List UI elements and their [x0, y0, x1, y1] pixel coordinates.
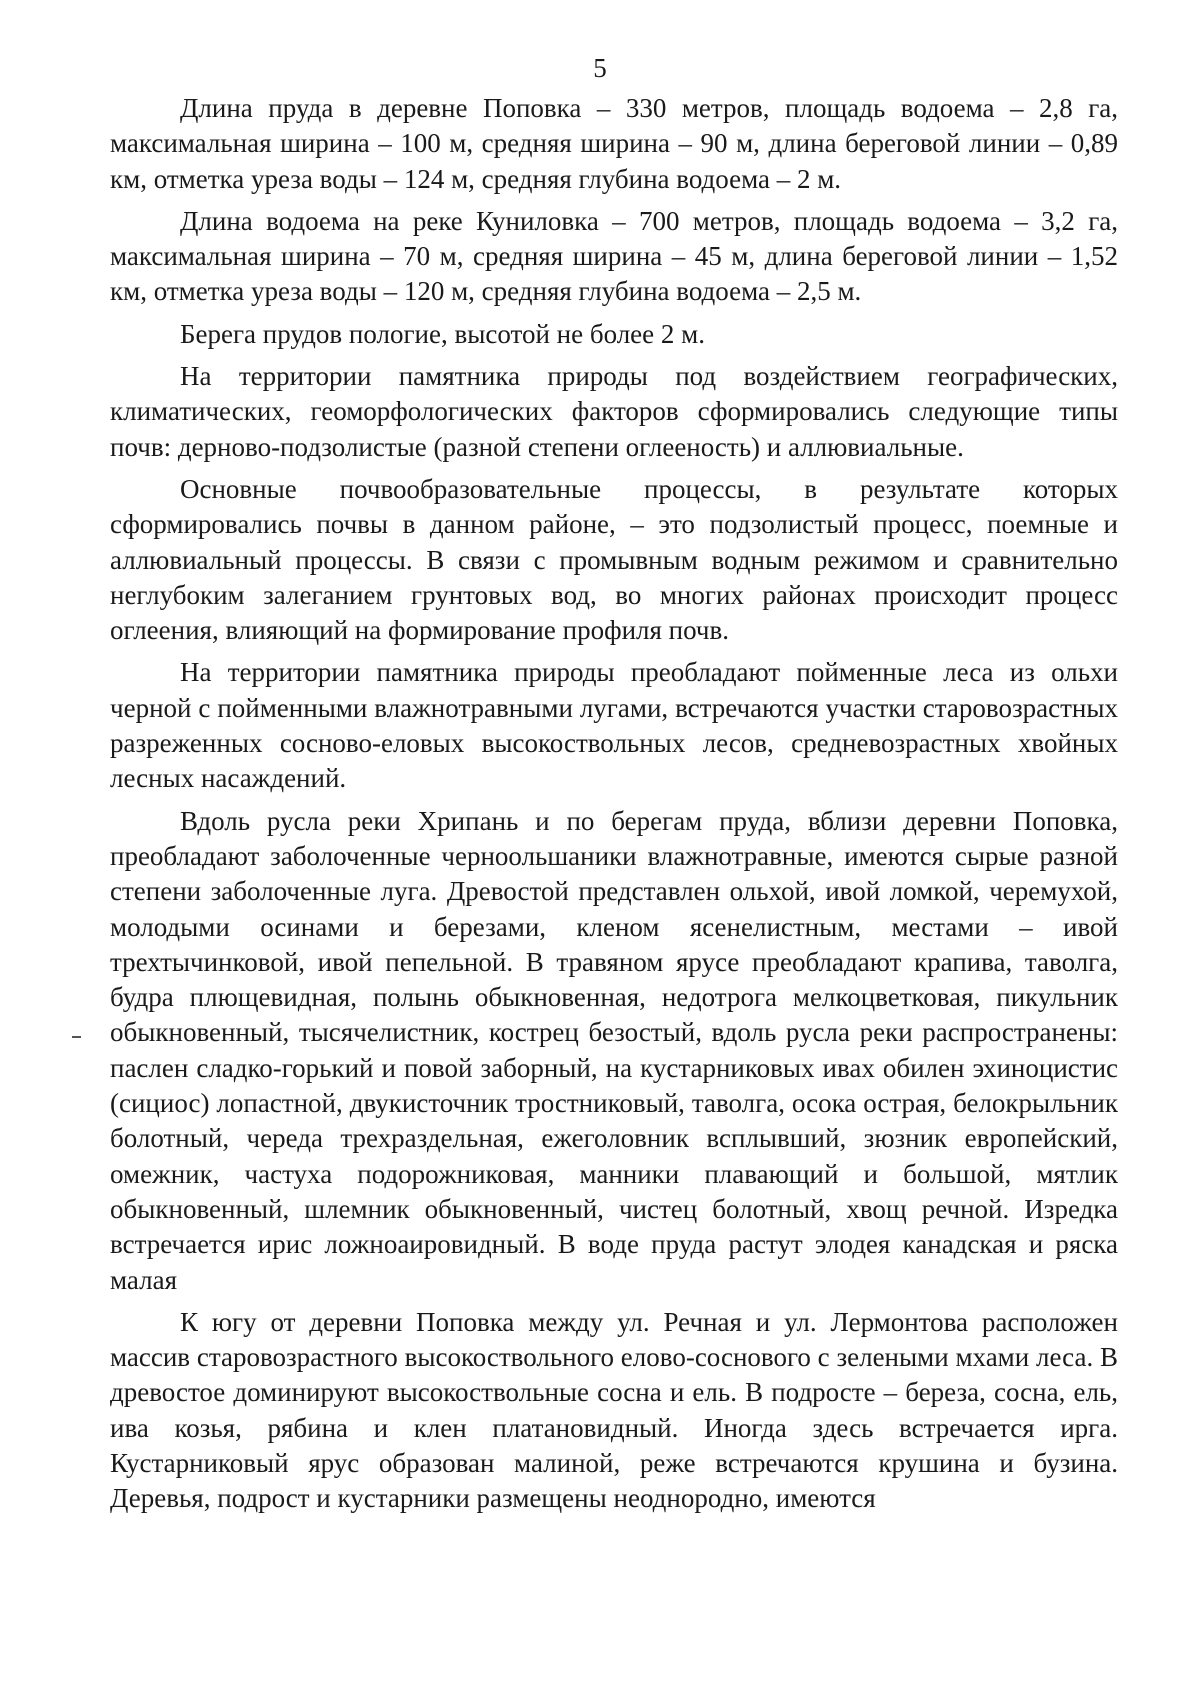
paragraph-soil-processes: Основные почвообразовательные процессы, в результате которых сформировались почвы в данном районе, – это подзолистый процесс, поемные и аллювиальный процессы. В связи с промывным водным режимом и сравнительно неглубоким залеганием грунтовых вод, во многих районах происходит процесс оглеения, влияющий на формирование профиля почв. [110, 473, 1118, 646]
scan-margin-mark [72, 1036, 81, 1038]
paragraph-forest-types: На территории памятника природы преобладают пойменные леса из ольхи черной с пойменными влажнотравными лугами, встречаются участки старовозрастных разреженных сосново-еловых высокоствольных лесов, средневозрастных хвойных лесных насаждений. [110, 657, 1118, 794]
paragraph-khripan-vegetation: Вдоль русла реки Хрипань и по берегам пруда, вблизи деревни Поповка, преобладают заболоченные черноольшаники влажнотравные, имеются сырые разной степени заболоченные луга. Древостой представлен ольхой, ивой ломкой, черемухой, молодыми осинами и березами, кленом ясенелистным, местами – ивой трехтычинковой, ивой пепельной. В травяном ярусе преобладают крапива, таволга, будра плющевидная, полынь обыкновенная, недотрога мелкоцветковая, пикульник обыкновенный, тысячелистник, кострец безостый, вдоль русла реки распространены: паслен сладко-горький и повой заборный, на кустарниковых ивах обилен эхиноцистис (сициос) лопастной, двукисточник тростниковый, таволга, осока острая, белокрыльник болотный, череда трехраздельная, ежеголовник всплывший, зюзник европейский, омежник, частуха подорожниковая, манники плавающий и большой, мятлик обыкновенный, шлемник обыкновенный, чистец болотный, хвощ речной. Изредка встречается ирис ложноаировидный. В воде пруда растут элодея канадская и ряска малая [110, 805, 1118, 1295]
paragraph-pond-popovka: Длина пруда в деревне Поповка – 330 метров, площадь водоема – 2,8 га, максимальная ширина – 100 м, средняя ширина – 90 м, длина береговой линии – 0,89 км, отметка уреза воды – 124 м, средняя глубина водоема – 2 м. [110, 93, 1118, 194]
page-number: 5 [593, 53, 607, 83]
body-text [110, 91, 1118, 1517]
paragraph-south-forest: К югу от деревни Поповка между ул. Речная и ул. Лермонтова расположен массив старовозрастного высокоствольного елово-соснового с зелеными мхами леса. В древостое доминируют высокоствольные сосна и ель. В подросте – береза, сосна, ель, ива козья, рябина и клен платановидный. Иногда здесь встречается ирга. Кустарниковый ярус образован малиной, реже встречаются крушина и бузина. Деревья, подрост и кустарники размещены неоднородно, имеются [110, 1306, 1118, 1514]
paragraph-reservoir-kunilovka: Длина водоема на реке Куниловка – 700 метров, площадь водоема – 3,2 га, максимальная ширина – 70 м, средняя ширина – 45 м, длина береговой линии – 1,52 км, отметка уреза воды – 120 м, средняя глубина водоема – 2,5 м. [110, 205, 1118, 307]
paragraph-soil-types: На территории памятника природы под воздействием географических, климатических, геоморфологических факторов сформировались следующие типы почв: дерново-подзолистые (разной степени оглееность) и аллювиальные. [110, 361, 1118, 462]
paragraph-pond-banks: Берега прудов пологие, высотой не более 2 м. [180, 318, 705, 349]
